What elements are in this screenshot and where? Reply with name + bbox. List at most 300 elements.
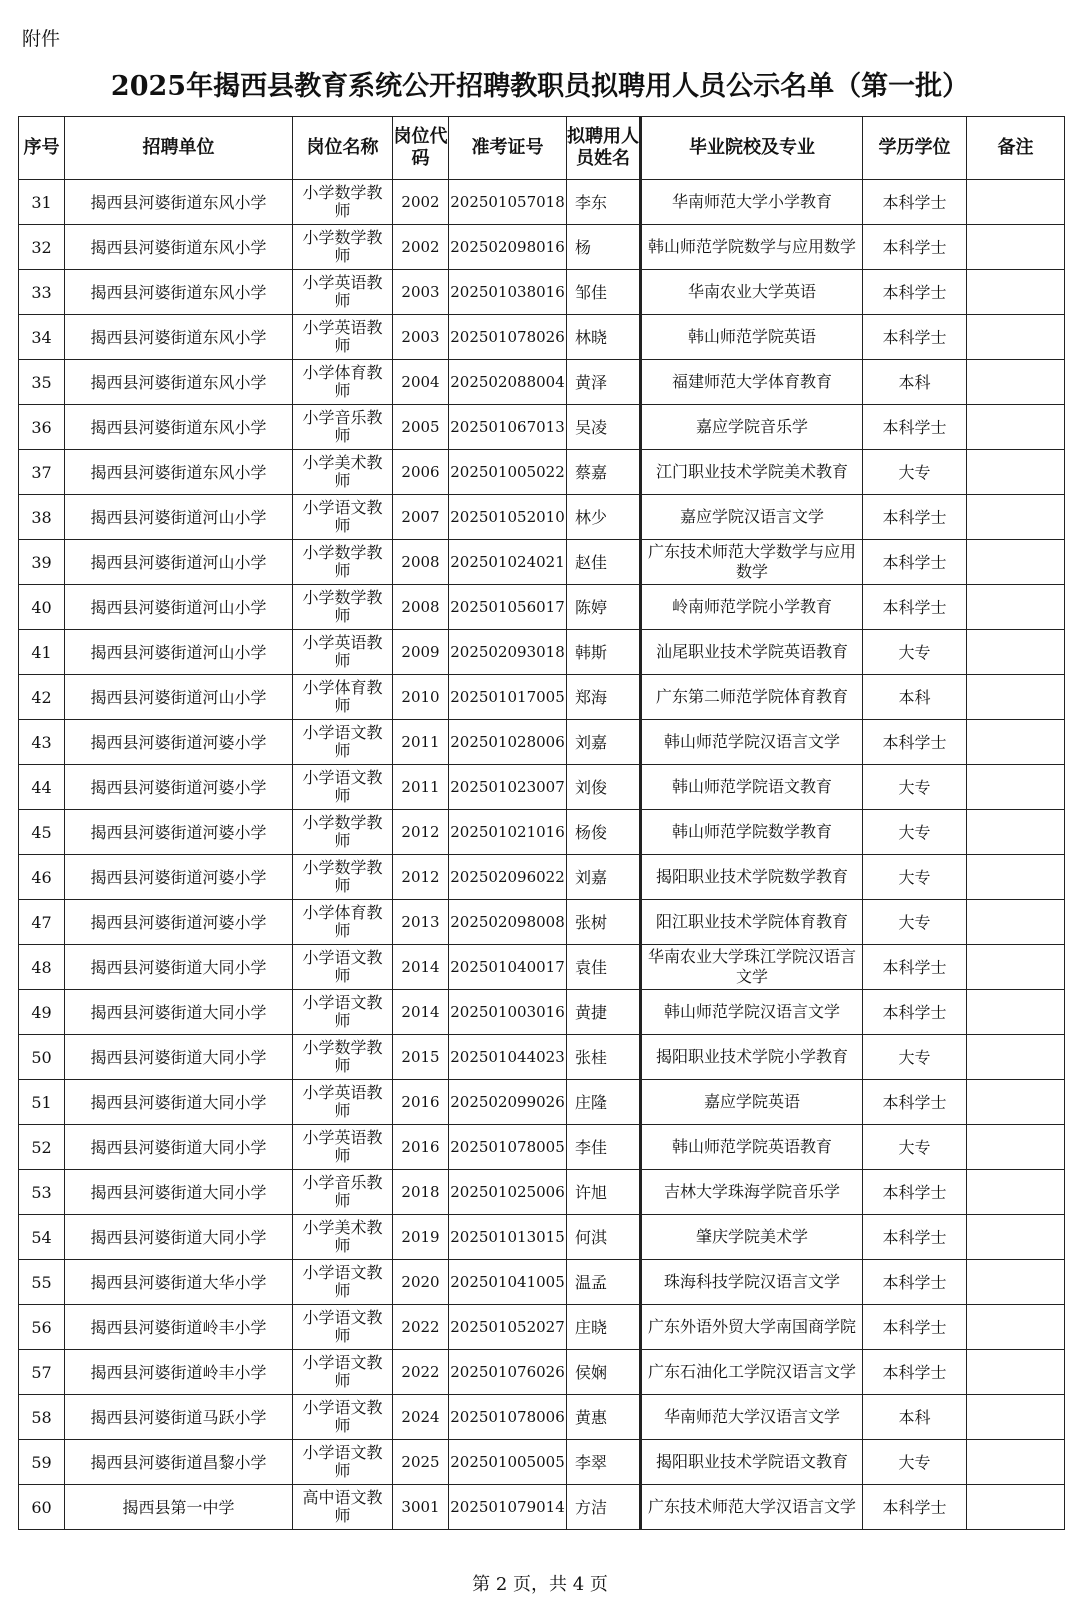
cell-school: 韩山师范学院汉语言文学 — [641, 990, 863, 1035]
cell-seq: 42 — [19, 675, 65, 720]
cell-school: 岭南师范学院小学教育 — [641, 585, 863, 630]
cell-name: 杨 — [567, 225, 641, 270]
cell-note — [967, 945, 1065, 990]
cell-school: 韩山师范学院英语教育 — [641, 1125, 863, 1170]
cell-unit: 揭西县河婆街道岭丰小学 — [65, 1305, 293, 1350]
cell-post: 小学英语教师 — [293, 270, 393, 315]
attachment-label: 附件 — [22, 28, 61, 50]
table-row — [19, 180, 1065, 225]
cell-exam: 202501067013 — [449, 405, 567, 450]
cell-school: 肇庆学院美术学 — [641, 1215, 863, 1260]
cell-code: 2008 — [393, 585, 449, 630]
cell-exam: 202501038016 — [449, 270, 567, 315]
cell-post: 高中语文教师 — [293, 1485, 393, 1530]
cell-code: 2012 — [393, 810, 449, 855]
cell-seq: 32 — [19, 225, 65, 270]
cell-edu: 大专 — [863, 765, 967, 810]
cell-edu: 大专 — [863, 900, 967, 945]
cell-edu: 本科学士 — [863, 1350, 967, 1395]
cell-exam: 202501079014 — [449, 1485, 567, 1530]
cell-edu: 本科学士 — [863, 585, 967, 630]
cell-note — [967, 720, 1065, 765]
cell-code: 2015 — [393, 1035, 449, 1080]
cell-edu: 本科 — [863, 1395, 967, 1440]
cell-code: 2005 — [393, 405, 449, 450]
cell-post: 小学体育教师 — [293, 900, 393, 945]
col-header-note: 备注 — [967, 117, 1065, 180]
cell-seq: 55 — [19, 1260, 65, 1305]
cell-seq: 57 — [19, 1350, 65, 1395]
table-row — [19, 1440, 1065, 1485]
cell-note — [967, 1215, 1065, 1260]
cell-name: 韩斯 — [567, 630, 641, 675]
table-row — [19, 270, 1065, 315]
cell-name: 袁佳 — [567, 945, 641, 990]
cell-name: 刘嘉 — [567, 855, 641, 900]
cell-exam: 202502096022 — [449, 855, 567, 900]
cell-school: 韩山师范学院英语 — [641, 315, 863, 360]
cell-seq: 41 — [19, 630, 65, 675]
cell-exam: 202501024021 — [449, 540, 567, 585]
table-row — [19, 1395, 1065, 1440]
cell-edu: 本科学士 — [863, 1080, 967, 1125]
cell-school: 韩山师范学院语文教育 — [641, 765, 863, 810]
cell-exam: 202501005005 — [449, 1440, 567, 1485]
cell-seq: 36 — [19, 405, 65, 450]
cell-name: 蔡嘉 — [567, 450, 641, 495]
cell-post: 小学音乐教师 — [293, 405, 393, 450]
cell-unit: 揭西县河婆街道岭丰小学 — [65, 1350, 293, 1395]
cell-edu: 本科学士 — [863, 945, 967, 990]
cell-post: 小学语文教师 — [293, 1305, 393, 1350]
cell-unit: 揭西县河婆街道河山小学 — [65, 675, 293, 720]
cell-seq: 60 — [19, 1485, 65, 1530]
cell-note — [967, 1125, 1065, 1170]
cell-school: 珠海科技学院汉语言文学 — [641, 1260, 863, 1305]
cell-exam: 202501052027 — [449, 1305, 567, 1350]
cell-edu: 本科学士 — [863, 990, 967, 1035]
col-header-exam: 准考证号 — [449, 117, 567, 180]
cell-post: 小学语文教师 — [293, 1260, 393, 1305]
cell-edu: 大专 — [863, 855, 967, 900]
cell-name: 邹佳 — [567, 270, 641, 315]
cell-note — [967, 450, 1065, 495]
table-row — [19, 540, 1065, 585]
cell-post: 小学体育教师 — [293, 360, 393, 405]
cell-code: 2010 — [393, 675, 449, 720]
cell-code: 2024 — [393, 1395, 449, 1440]
cell-school: 吉林大学珠海学院音乐学 — [641, 1170, 863, 1215]
col-header-post: 岗位名称 — [293, 117, 393, 180]
cell-school: 嘉应学院音乐学 — [641, 405, 863, 450]
cell-note — [967, 1350, 1065, 1395]
cell-school: 江门职业技术学院美术教育 — [641, 450, 863, 495]
cell-post: 小学英语教师 — [293, 1080, 393, 1125]
cell-unit: 揭西县河婆街道东风小学 — [65, 450, 293, 495]
cell-exam: 202501028006 — [449, 720, 567, 765]
cell-code: 2022 — [393, 1350, 449, 1395]
page-title: 2025年揭西县教育系统公开招聘教职员拟聘用人员公示名单（第一批） — [110, 71, 970, 102]
cell-school: 华南农业大学珠江学院汉语言文学 — [641, 945, 863, 990]
cell-note — [967, 1395, 1065, 1440]
table-row — [19, 720, 1065, 765]
cell-note — [967, 315, 1065, 360]
cell-code: 2006 — [393, 450, 449, 495]
cell-unit: 揭西县河婆街道河婆小学 — [65, 900, 293, 945]
cell-note — [967, 1485, 1065, 1530]
cell-exam: 202501056017 — [449, 585, 567, 630]
table-row — [19, 495, 1065, 540]
cell-exam: 202501052010 — [449, 495, 567, 540]
cell-unit: 揭西县河婆街道大同小学 — [65, 945, 293, 990]
cell-post: 小学语文教师 — [293, 495, 393, 540]
cell-edu: 大专 — [863, 810, 967, 855]
cell-edu: 本科学士 — [863, 1305, 967, 1350]
cell-code: 2011 — [393, 765, 449, 810]
cell-school: 揭阳职业技术学院小学教育 — [641, 1035, 863, 1080]
cell-note — [967, 180, 1065, 225]
table-row — [19, 1260, 1065, 1305]
cell-unit: 揭西县河婆街道河婆小学 — [65, 720, 293, 765]
cell-note — [967, 900, 1065, 945]
cell-name: 张树 — [567, 900, 641, 945]
cell-unit: 揭西县河婆街道东风小学 — [65, 180, 293, 225]
cell-name: 何淇 — [567, 1215, 641, 1260]
cell-name: 杨俊 — [567, 810, 641, 855]
cell-post: 小学体育教师 — [293, 675, 393, 720]
cell-post: 小学语文教师 — [293, 1440, 393, 1485]
cell-exam: 202501005022 — [449, 450, 567, 495]
cell-code: 2025 — [393, 1440, 449, 1485]
cell-code: 2002 — [393, 180, 449, 225]
cell-school: 韩山师范学院汉语言文学 — [641, 720, 863, 765]
cell-code: 2018 — [393, 1170, 449, 1215]
cell-name: 李翠 — [567, 1440, 641, 1485]
cell-school: 广东石油化工学院汉语言文学 — [641, 1350, 863, 1395]
cell-code: 2003 — [393, 315, 449, 360]
cell-note — [967, 675, 1065, 720]
cell-name: 李东 — [567, 180, 641, 225]
cell-edu: 本科学士 — [863, 495, 967, 540]
cell-edu: 本科学士 — [863, 225, 967, 270]
table-row — [19, 1350, 1065, 1395]
cell-unit: 揭西县河婆街道河婆小学 — [65, 765, 293, 810]
table-row — [19, 990, 1065, 1035]
table-row — [19, 225, 1065, 270]
cell-note — [967, 765, 1065, 810]
cell-post: 小学数学教师 — [293, 585, 393, 630]
cell-seq: 48 — [19, 945, 65, 990]
cell-post: 小学语文教师 — [293, 990, 393, 1035]
cell-edu: 大专 — [863, 1125, 967, 1170]
cell-post: 小学英语教师 — [293, 315, 393, 360]
table-row — [19, 810, 1065, 855]
cell-name: 侯娴 — [567, 1350, 641, 1395]
cell-post: 小学英语教师 — [293, 630, 393, 675]
table-row — [19, 1125, 1065, 1170]
cell-name: 庄隆 — [567, 1080, 641, 1125]
cell-unit: 揭西县河婆街道马跃小学 — [65, 1395, 293, 1440]
cell-name: 方洁 — [567, 1485, 641, 1530]
cell-name: 林少 — [567, 495, 641, 540]
cell-seq: 35 — [19, 360, 65, 405]
cell-unit: 揭西县河婆街道大同小学 — [65, 1170, 293, 1215]
cell-name: 黄捷 — [567, 990, 641, 1035]
cell-name: 黄泽 — [567, 360, 641, 405]
cell-edu: 本科学士 — [863, 1260, 967, 1305]
table-row — [19, 765, 1065, 810]
table-row — [19, 1035, 1065, 1080]
cell-exam: 202502098016 — [449, 225, 567, 270]
cell-unit: 揭西县河婆街道昌黎小学 — [65, 1440, 293, 1485]
cell-name: 黄惠 — [567, 1395, 641, 1440]
cell-code: 2002 — [393, 225, 449, 270]
cell-edu: 本科学士 — [863, 720, 967, 765]
cell-name: 温孟 — [567, 1260, 641, 1305]
cell-edu: 本科学士 — [863, 1170, 967, 1215]
cell-unit: 揭西县河婆街道东风小学 — [65, 405, 293, 450]
cell-post: 小学语文教师 — [293, 1350, 393, 1395]
cell-post: 小学语文教师 — [293, 765, 393, 810]
cell-school: 广东外语外贸大学南国商学院 — [641, 1305, 863, 1350]
cell-school: 汕尾职业技术学院英语教育 — [641, 630, 863, 675]
cell-code: 2012 — [393, 855, 449, 900]
cell-seq: 40 — [19, 585, 65, 630]
cell-school: 广东技术师范大学汉语言文学 — [641, 1485, 863, 1530]
cell-exam: 202501057018 — [449, 180, 567, 225]
cell-unit: 揭西县河婆街道大同小学 — [65, 1035, 293, 1080]
table-row — [19, 585, 1065, 630]
cell-code: 2014 — [393, 945, 449, 990]
cell-exam: 202501040017 — [449, 945, 567, 990]
cell-unit: 揭西县河婆街道河山小学 — [65, 585, 293, 630]
cell-unit: 揭西县河婆街道大同小学 — [65, 1125, 293, 1170]
cell-post: 小学数学教师 — [293, 180, 393, 225]
cell-seq: 51 — [19, 1080, 65, 1125]
cell-school: 嘉应学院英语 — [641, 1080, 863, 1125]
cell-school: 韩山师范学院数学与应用数学 — [641, 225, 863, 270]
cell-exam: 202501003016 — [449, 990, 567, 1035]
cell-edu: 本科学士 — [863, 270, 967, 315]
cell-school: 华南师范大学小学教育 — [641, 180, 863, 225]
cell-seq: 53 — [19, 1170, 65, 1215]
cell-note — [967, 360, 1065, 405]
cell-exam: 202501021016 — [449, 810, 567, 855]
cell-school: 韩山师范学院数学教育 — [641, 810, 863, 855]
cell-note — [967, 1035, 1065, 1080]
cell-edu: 本科 — [863, 675, 967, 720]
cell-note — [967, 810, 1065, 855]
table-row — [19, 360, 1065, 405]
cell-school: 阳江职业技术学院体育教育 — [641, 900, 863, 945]
cell-code: 2013 — [393, 900, 449, 945]
cell-unit: 揭西县河婆街道河山小学 — [65, 495, 293, 540]
cell-unit: 揭西县河婆街道东风小学 — [65, 360, 293, 405]
cell-school: 华南师范大学汉语言文学 — [641, 1395, 863, 1440]
cell-edu: 本科学士 — [863, 180, 967, 225]
cell-unit: 揭西县河婆街道大同小学 — [65, 1215, 293, 1260]
cell-note — [967, 495, 1065, 540]
cell-exam: 202502093018 — [449, 630, 567, 675]
cell-exam: 202501076026 — [449, 1350, 567, 1395]
cell-code: 2004 — [393, 360, 449, 405]
col-header-seq: 序号 — [19, 117, 65, 180]
cell-exam: 202501023007 — [449, 765, 567, 810]
table-row — [19, 945, 1065, 990]
cell-exam: 202501078026 — [449, 315, 567, 360]
table-row — [19, 1305, 1065, 1350]
cell-code: 2016 — [393, 1125, 449, 1170]
cell-code: 2008 — [393, 540, 449, 585]
table-row — [19, 855, 1065, 900]
cell-post: 小学语文教师 — [293, 945, 393, 990]
cell-note — [967, 225, 1065, 270]
page-footer: 第 2 页，共 4 页 — [472, 1574, 608, 1595]
cell-seq: 44 — [19, 765, 65, 810]
cell-seq: 56 — [19, 1305, 65, 1350]
cell-edu: 大专 — [863, 630, 967, 675]
cell-post: 小学数学教师 — [293, 540, 393, 585]
cell-edu: 大专 — [863, 450, 967, 495]
cell-post: 小学数学教师 — [293, 225, 393, 270]
cell-edu: 本科 — [863, 360, 967, 405]
cell-note — [967, 855, 1065, 900]
cell-note — [967, 1170, 1065, 1215]
cell-edu: 本科学士 — [863, 1215, 967, 1260]
cell-seq: 59 — [19, 1440, 65, 1485]
cell-seq: 47 — [19, 900, 65, 945]
cell-seq: 33 — [19, 270, 65, 315]
cell-name: 郑海 — [567, 675, 641, 720]
cell-name: 李佳 — [567, 1125, 641, 1170]
col-header-edu: 学历学位 — [863, 117, 967, 180]
table-header-row — [19, 117, 1065, 180]
cell-post: 小学数学教师 — [293, 855, 393, 900]
cell-post: 小学音乐教师 — [293, 1170, 393, 1215]
table-row — [19, 450, 1065, 495]
cell-exam: 202501041005 — [449, 1260, 567, 1305]
cell-post: 小学数学教师 — [293, 810, 393, 855]
recruitment-table — [18, 116, 1065, 1530]
cell-school: 嘉应学院汉语言文学 — [641, 495, 863, 540]
cell-note — [967, 540, 1065, 585]
table-row — [19, 900, 1065, 945]
cell-unit: 揭西县河婆街道大华小学 — [65, 1260, 293, 1305]
table-row — [19, 1485, 1065, 1530]
cell-post: 小学美术教师 — [293, 450, 393, 495]
cell-note — [967, 630, 1065, 675]
cell-exam: 202501078006 — [449, 1395, 567, 1440]
cell-name: 许旭 — [567, 1170, 641, 1215]
cell-seq: 34 — [19, 315, 65, 360]
cell-note — [967, 585, 1065, 630]
col-header-name: 拟聘用人员姓名 — [567, 117, 641, 180]
cell-unit: 揭西县第一中学 — [65, 1485, 293, 1530]
cell-code: 2007 — [393, 495, 449, 540]
cell-seq: 43 — [19, 720, 65, 765]
cell-code: 2011 — [393, 720, 449, 765]
cell-code: 3001 — [393, 1485, 449, 1530]
cell-name: 赵佳 — [567, 540, 641, 585]
cell-seq: 37 — [19, 450, 65, 495]
cell-post: 小学语文教师 — [293, 1395, 393, 1440]
cell-post: 小学美术教师 — [293, 1215, 393, 1260]
cell-edu: 大专 — [863, 1440, 967, 1485]
cell-note — [967, 270, 1065, 315]
cell-post: 小学数学教师 — [293, 1035, 393, 1080]
cell-post: 小学语文教师 — [293, 720, 393, 765]
cell-seq: 39 — [19, 540, 65, 585]
cell-edu: 大专 — [863, 1035, 967, 1080]
cell-school: 广东第二师范学院体育教育 — [641, 675, 863, 720]
cell-unit: 揭西县河婆街道大同小学 — [65, 1080, 293, 1125]
cell-code: 2020 — [393, 1260, 449, 1305]
table-row — [19, 1215, 1065, 1260]
cell-unit: 揭西县河婆街道大同小学 — [65, 990, 293, 1035]
cell-note — [967, 1260, 1065, 1305]
cell-school: 广东技术师范大学数学与应用数学 — [641, 540, 863, 585]
cell-exam: 202501013015 — [449, 1215, 567, 1260]
col-header-school: 毕业院校及专业 — [641, 117, 863, 180]
cell-school: 华南农业大学英语 — [641, 270, 863, 315]
cell-seq: 45 — [19, 810, 65, 855]
cell-name: 林晓 — [567, 315, 641, 360]
cell-school: 揭阳职业技术学院数学教育 — [641, 855, 863, 900]
cell-seq: 38 — [19, 495, 65, 540]
cell-seq: 31 — [19, 180, 65, 225]
cell-exam: 202502088004 — [449, 360, 567, 405]
cell-exam: 202501025006 — [449, 1170, 567, 1215]
cell-exam: 202501044023 — [449, 1035, 567, 1080]
cell-code: 2003 — [393, 270, 449, 315]
cell-unit: 揭西县河婆街道河山小学 — [65, 540, 293, 585]
table-row — [19, 630, 1065, 675]
table-row — [19, 405, 1065, 450]
cell-seq: 49 — [19, 990, 65, 1035]
cell-name: 张桂 — [567, 1035, 641, 1080]
cell-name: 刘俊 — [567, 765, 641, 810]
cell-exam: 202502099026 — [449, 1080, 567, 1125]
cell-note — [967, 405, 1065, 450]
cell-code: 2016 — [393, 1080, 449, 1125]
cell-code: 2014 — [393, 990, 449, 1035]
cell-note — [967, 1080, 1065, 1125]
cell-seq: 52 — [19, 1125, 65, 1170]
cell-exam: 202501017005 — [449, 675, 567, 720]
cell-code: 2022 — [393, 1305, 449, 1350]
cell-unit: 揭西县河婆街道东风小学 — [65, 270, 293, 315]
table-row — [19, 1080, 1065, 1125]
col-header-unit: 招聘单位 — [65, 117, 293, 180]
cell-edu: 本科学士 — [863, 1485, 967, 1530]
cell-post: 小学英语教师 — [293, 1125, 393, 1170]
cell-name: 陈婷 — [567, 585, 641, 630]
cell-seq: 58 — [19, 1395, 65, 1440]
cell-seq: 54 — [19, 1215, 65, 1260]
cell-name: 刘嘉 — [567, 720, 641, 765]
cell-unit: 揭西县河婆街道河婆小学 — [65, 855, 293, 900]
cell-exam: 202501078005 — [449, 1125, 567, 1170]
cell-code: 2009 — [393, 630, 449, 675]
cell-unit: 揭西县河婆街道河婆小学 — [65, 810, 293, 855]
table-row — [19, 315, 1065, 360]
table-row — [19, 675, 1065, 720]
cell-unit: 揭西县河婆街道东风小学 — [65, 315, 293, 360]
cell-exam: 202502098008 — [449, 900, 567, 945]
cell-edu: 本科学士 — [863, 315, 967, 360]
cell-note — [967, 1440, 1065, 1485]
cell-seq: 46 — [19, 855, 65, 900]
